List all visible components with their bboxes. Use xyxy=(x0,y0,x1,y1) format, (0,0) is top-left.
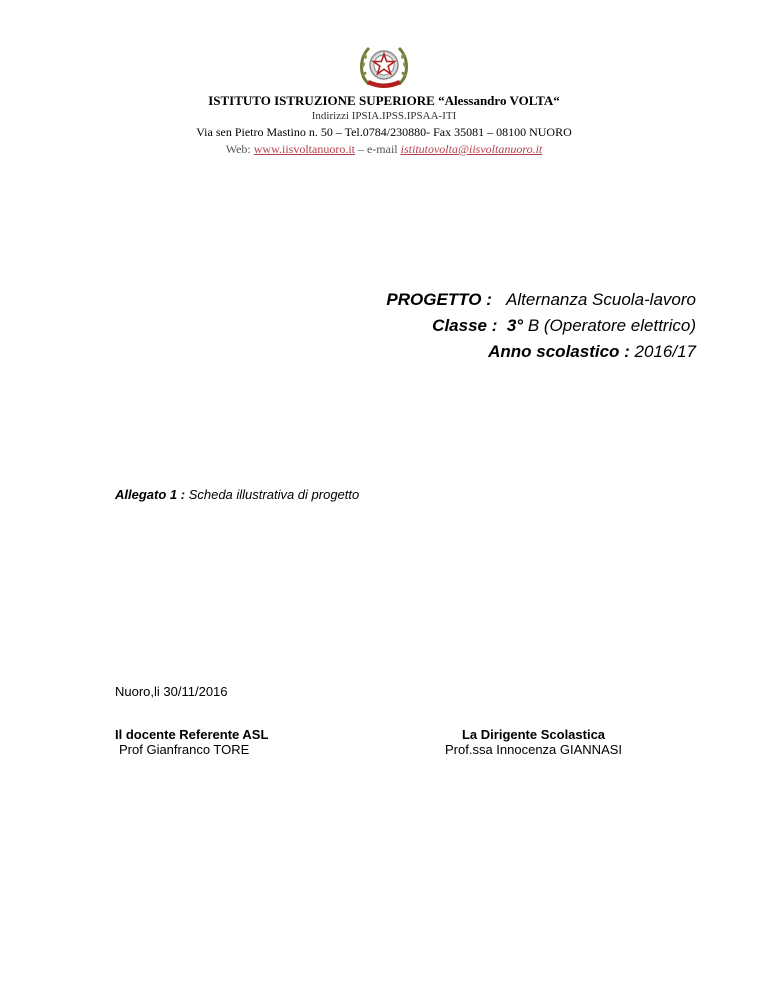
class-label: Classe : xyxy=(432,316,498,335)
school-address: Via sen Pietro Mastino n. 50 – Tel.0784/230880- Fax 35081 – 08100 NUORO xyxy=(196,125,572,139)
website-link[interactable]: www.iisvoltanuoro.it xyxy=(253,142,355,156)
class-value: B (Operatore elettrico) xyxy=(523,316,696,335)
school-contacts xyxy=(0,142,768,157)
attachment-text: Scheda illustrativa di progetto xyxy=(185,487,360,502)
class-number: 3° xyxy=(506,316,524,335)
signature-referent xyxy=(115,727,268,757)
web-label: Web: xyxy=(225,142,254,156)
email-link[interactable]: istitutovolta@iisvoltanuoro.it xyxy=(400,142,543,156)
school-year-label: Anno scolastico : xyxy=(488,342,630,361)
italian-republic-emblem-icon xyxy=(355,40,413,92)
signature-referent-name: Prof Gianfranco TORE xyxy=(119,742,250,757)
email-separator: – e-mail xyxy=(354,142,401,156)
signature-referent-role: Il docente Referente ASL xyxy=(115,727,269,742)
project-value: Alternanza Scuola-lavoro xyxy=(506,290,696,309)
signature-principal xyxy=(445,727,622,757)
signature-principal-role: La Dirigente Scolastica xyxy=(461,727,606,742)
school-branches: Indirizzi IPSIA.IPSS.IPSAA-ITI xyxy=(311,110,457,122)
project-line xyxy=(386,290,696,310)
place-date: Nuoro,li 30/11/2016 xyxy=(115,684,228,699)
attachment-line xyxy=(115,487,359,502)
school-year-value: 2016/17 xyxy=(634,342,696,361)
school-year-line xyxy=(488,342,696,362)
attachment-label: Allegato 1 : xyxy=(115,487,186,502)
project-label: PROGETTO : xyxy=(386,290,492,309)
signature-principal-name: Prof.ssa Innocenza GIANNASI xyxy=(445,742,623,757)
school-name: ISTITUTO ISTRUZIONE SUPERIORE “Alessandro VOLTA“ xyxy=(208,93,560,108)
class-line xyxy=(432,316,696,336)
